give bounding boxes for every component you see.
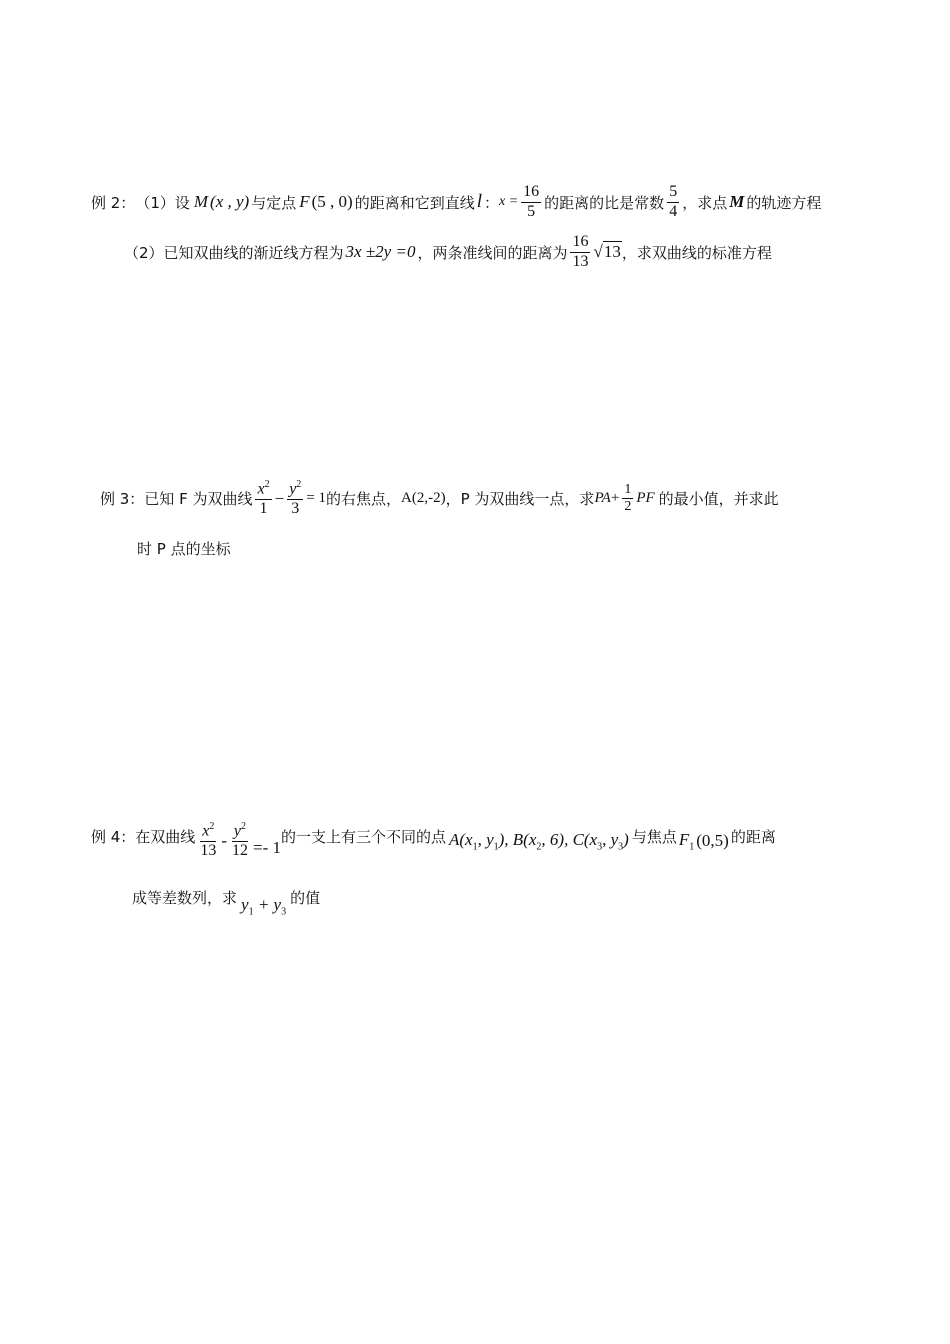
ex4-y2-num: $y^2$ (232, 822, 248, 842)
ex4-c: 与焦点 (631, 828, 677, 846)
ex2-p1-f: ，求点 (682, 193, 728, 212)
ex3-c: ，P 为双曲线一点，求 (445, 490, 595, 509)
ex3-PA: PA (594, 490, 611, 507)
ex3-y2-den: 3 (291, 500, 300, 518)
ex3-PF: PF (636, 490, 655, 507)
ex2-asymptote-eq: 3x ±2y =0 (345, 242, 416, 262)
ex2-fcoords: (5 , 0) (311, 192, 353, 212)
ex3-minus: − (274, 488, 285, 508)
ex2-l: l (476, 191, 482, 213)
ex3-line2-text: 时 P 点的坐标 (137, 540, 231, 558)
ex2-distance-fraction (570, 234, 590, 271)
ex2-xeq: x = (499, 194, 519, 210)
ex2-label: 例 2： (91, 193, 136, 212)
ex3-line2 (137, 538, 231, 559)
ex3-half-fraction (622, 483, 633, 515)
ex2-p2-b: ，两条准线间的距离为 (417, 243, 568, 262)
ex4-d: 的距离 (730, 828, 776, 846)
ex4-line2a: 成等差数列，求 (132, 889, 238, 907)
ex4-line2 (132, 887, 320, 917)
ex3-d: 的最小值，并求此 (658, 490, 779, 509)
ex4-y2-fraction (230, 822, 250, 860)
ex2-coords: (x , y) (210, 192, 250, 212)
ex3-eq1: = 1 (306, 490, 327, 507)
ex4-x2-num: $x^2$ (200, 822, 216, 842)
ex2-directrix-den: 5 (527, 202, 536, 220)
ex4-y1-plus-y3: $y_1 + y_3$ (241, 895, 287, 918)
ex3-point-A: A(2,-2) (401, 490, 446, 507)
ex2-M: M (193, 192, 209, 212)
ex4-y2-den: 12 (231, 842, 248, 860)
ex3-half-num: 1 (622, 483, 633, 500)
ex2-directrix-num: 16 (521, 184, 541, 203)
ex2-sqrt: √13 (593, 242, 621, 262)
ex4-points: $A(x_1$, $y_1$), $B(x_2$, 6), $C(x_3$, $y_3$) (449, 829, 629, 853)
ex2-sqrt-radicand: 13 (603, 242, 621, 262)
ex2-p1-d: ： (483, 193, 499, 212)
ex4-line2b: 的值 (290, 889, 321, 907)
ex2-distance-num: 16 (570, 234, 590, 253)
ex3-line1 (100, 480, 779, 518)
ex4-eqm1: =- 1 (252, 837, 281, 857)
ex3-b: 的右焦点， (326, 490, 402, 509)
ex2-F: F (299, 192, 310, 212)
ex2-directrix-fraction (521, 184, 541, 221)
ex2-ratio-fraction (667, 184, 679, 221)
ex2-p1-b: 与定点 (251, 193, 297, 212)
ex3-half-den: 2 (624, 499, 632, 515)
ex2-p1-a: （1）设 (135, 193, 190, 212)
ex2-ratio-den: 4 (669, 202, 678, 220)
ex2-p1-e: 的距离的比是常数 (544, 193, 665, 212)
ex2-line2 (124, 234, 772, 271)
ex2-M2: M (729, 192, 745, 212)
ex2-ratio-num: 5 (667, 184, 679, 203)
ex4-x2-fraction (198, 822, 218, 860)
ex2-p1-g: 的轨迹方程 (746, 193, 822, 212)
ex4-a: 例 4：在双曲线 (91, 828, 196, 846)
ex2-p1-c: 的距离和它到直线 (354, 193, 475, 212)
ex3-x2-fraction (255, 480, 271, 518)
ex2-p2-c: ，求双曲线的标准方程 (621, 243, 772, 262)
ex4-F1-coords: (0,5) (696, 830, 729, 850)
ex4-F1: $F_1$ (678, 829, 695, 853)
ex3-y2-num: $y^2$ (287, 480, 303, 500)
ex3-a: 例 3：已知 F 为双曲线 (100, 490, 253, 509)
ex4-line1 (91, 822, 776, 860)
ex2-distance-den: 13 (572, 252, 589, 270)
ex4-minus: - (221, 830, 227, 850)
ex4-b: 的一支上有三个不同的点 (280, 828, 446, 846)
ex4-x2-den: 13 (200, 842, 217, 860)
ex2-line1 (91, 184, 821, 221)
ex3-x2-num: $x^2$ (255, 480, 271, 500)
ex3-x2-den: 1 (259, 500, 268, 518)
ex3-plus: + (610, 490, 620, 507)
ex3-y2-fraction (287, 480, 303, 518)
ex2-p2-a: （2）已知双曲线的渐近线方程为 (124, 243, 344, 262)
